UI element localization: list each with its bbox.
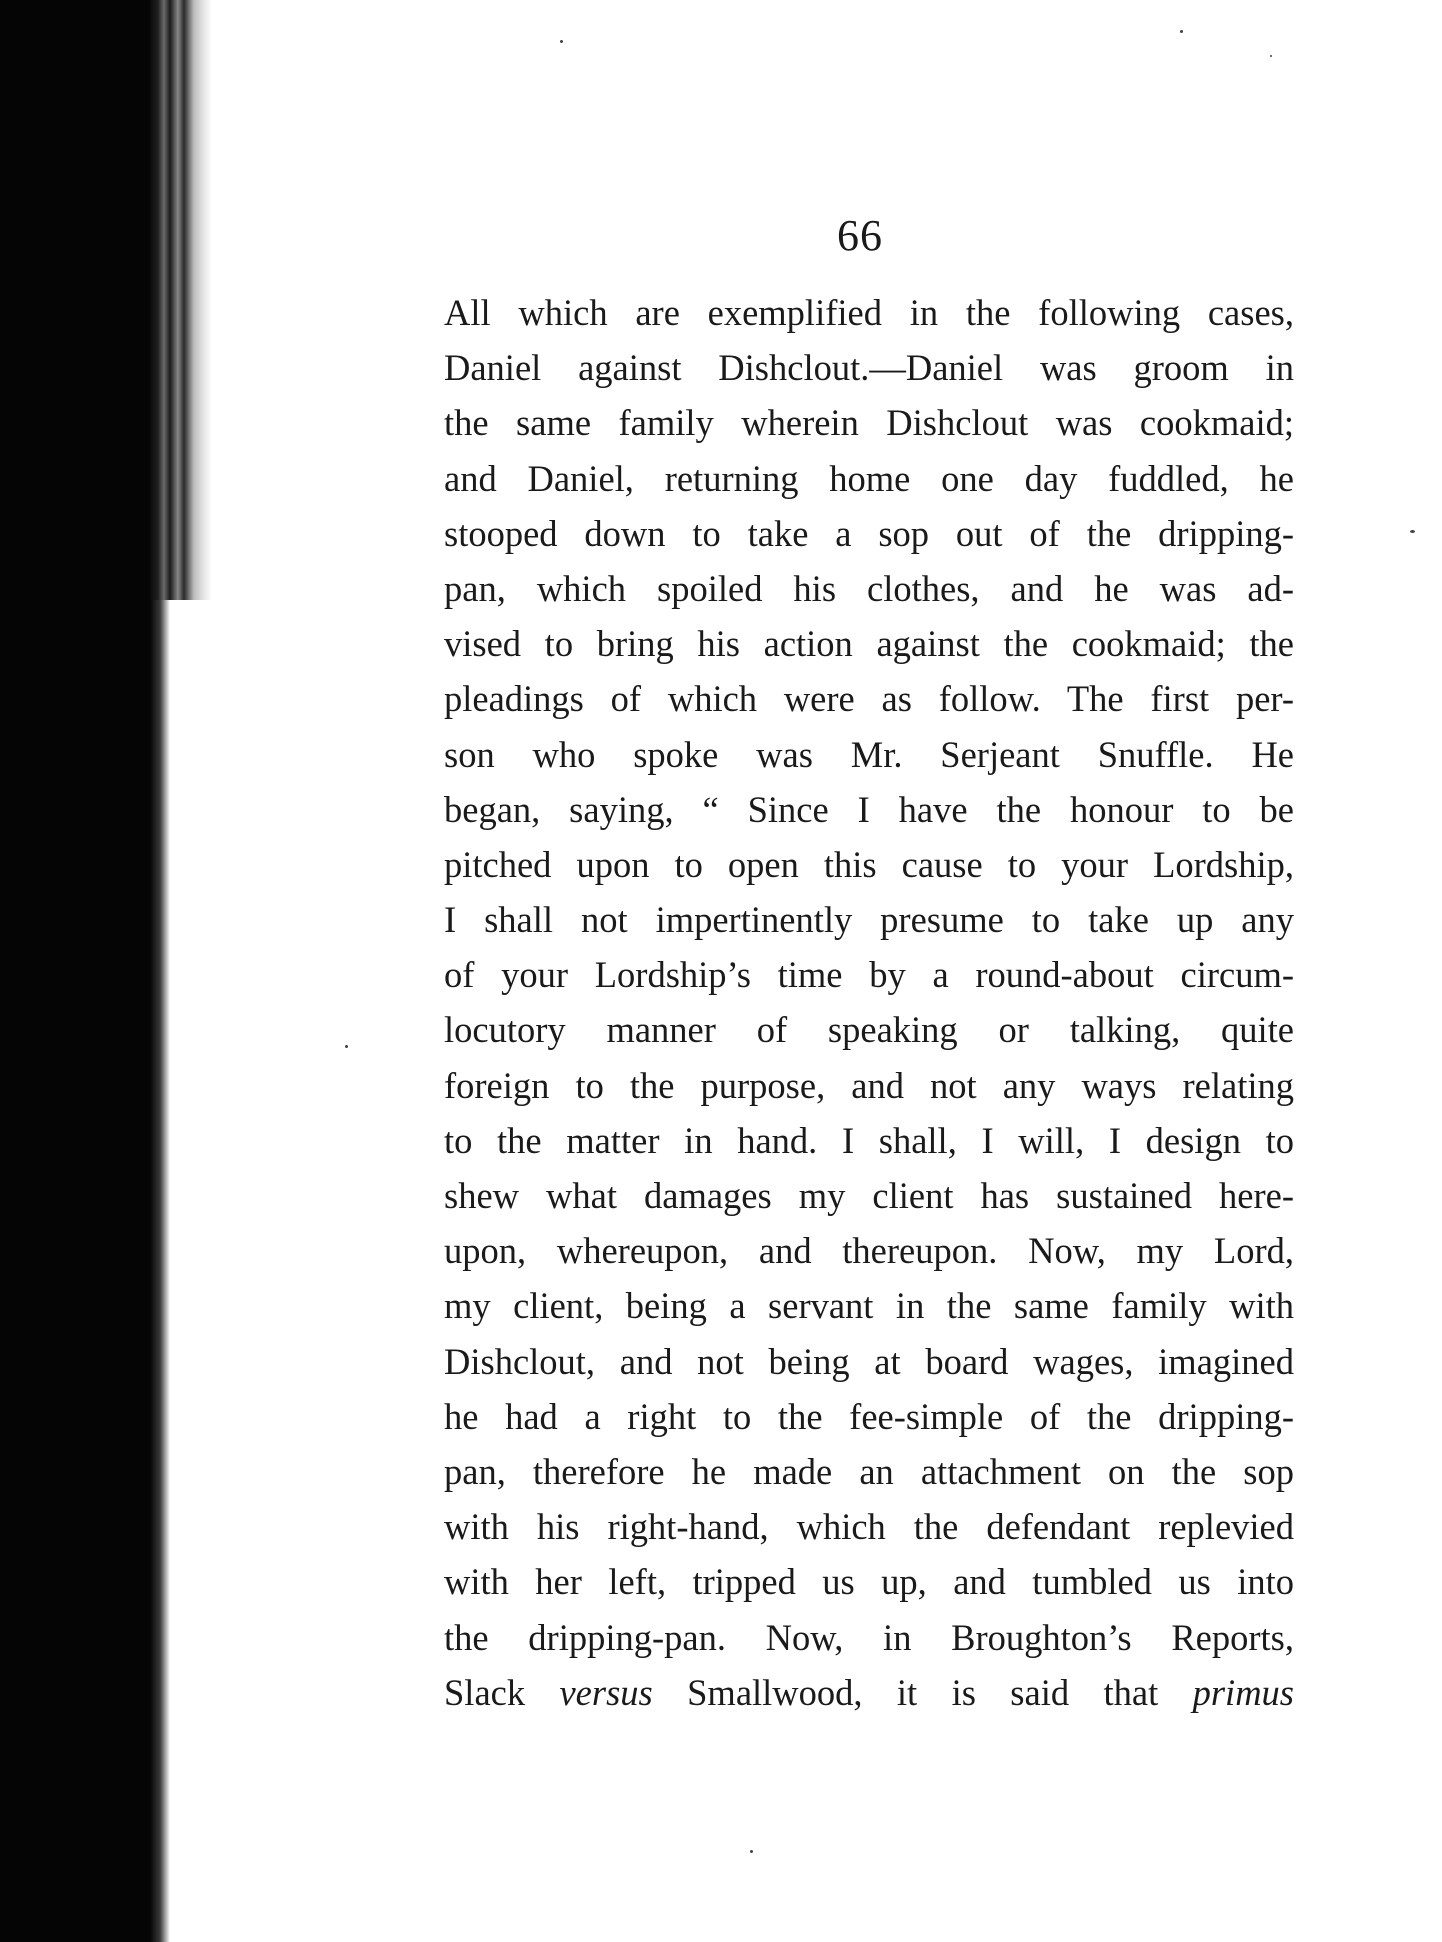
- text-segment: All which are exemplified in the following cases,: [444, 292, 1294, 333]
- text-segment: upon, whereupon, and thereupon. Now, my Lord,: [444, 1230, 1294, 1272]
- page-number: 66: [837, 211, 883, 260]
- text-segment: the same family wherein Dishclout was cookmaid;: [444, 402, 1294, 444]
- text-line: [444, 1278, 1294, 1333]
- text-segment: and Daniel, returning home one day fuddled, he: [444, 457, 1294, 499]
- page-body-text: [444, 285, 1294, 1720]
- text-segment: foreign to the purpose, and not any ways relating: [444, 1064, 1294, 1106]
- italic-text-segment: primus: [1192, 1671, 1295, 1713]
- text-line: [444, 561, 1294, 616]
- paper-speck: [345, 1045, 348, 1048]
- text-segment: son who spoke was Mr. Serjeant Snuffle. He: [444, 733, 1294, 775]
- text-line: [444, 1389, 1294, 1444]
- text-segment: with her left, tripped us up, and tumbled us into: [444, 1561, 1294, 1603]
- paper-speck: [750, 1850, 753, 1853]
- text-line: [444, 1499, 1294, 1554]
- text-line: [444, 451, 1294, 506]
- text-segment: pan, therefore he made an attachment on the sop: [444, 1450, 1294, 1492]
- text-line: [444, 1002, 1294, 1057]
- paper-speck: [1180, 30, 1183, 33]
- book-binding-shadow: [0, 0, 150, 1942]
- text-line: [444, 1665, 1294, 1720]
- text-segment: to the matter in hand. I shall, I will, I design to: [444, 1119, 1294, 1161]
- text-line: [444, 947, 1294, 1002]
- text-segment: Smallwood, it is said that: [652, 1671, 1193, 1713]
- text-line: [444, 1113, 1294, 1168]
- text-line: [444, 1058, 1294, 1113]
- text-line: [444, 837, 1294, 892]
- text-segment: of your Lordship’s time by a round-about circum-: [444, 954, 1294, 996]
- text-segment: pleadings of which were as follow. The first per-: [444, 678, 1294, 720]
- text-segment: I shall not impertinently presume to take up any: [444, 899, 1294, 941]
- text-line: [444, 616, 1294, 671]
- text-segment: began, saying, “ Since I have the honour to be: [444, 788, 1294, 830]
- text-segment: stooped down to take a sop out of the dripping-: [444, 512, 1294, 554]
- text-line: [444, 1554, 1294, 1609]
- book-gutter-gradient: [150, 0, 212, 600]
- text-segment: pan, which spoiled his clothes, and he was ad-: [444, 567, 1294, 609]
- text-line: [444, 892, 1294, 947]
- text-line: [444, 506, 1294, 561]
- text-segment: locutory manner of speaking or talking, quite: [444, 1009, 1294, 1051]
- text-line: [444, 1444, 1294, 1499]
- text-segment: the dripping-pan. Now, in Broughton’s Reports,: [444, 1616, 1294, 1658]
- text-segment: my client, being a servant in the same family with: [444, 1285, 1294, 1327]
- text-segment: Dishclout, and not being at board wages, imagined: [444, 1340, 1294, 1382]
- text-line: [444, 671, 1294, 726]
- paper-speck: [1410, 530, 1415, 533]
- text-line: [444, 1610, 1294, 1665]
- text-line: [444, 395, 1294, 450]
- book-gutter-gradient-lower: [150, 600, 170, 1942]
- italic-text-segment: versus: [559, 1671, 653, 1713]
- text-line: [444, 285, 1294, 340]
- text-line: [444, 1168, 1294, 1223]
- text-line: [444, 727, 1294, 782]
- paper-speck: [1270, 55, 1272, 57]
- text-line: [444, 340, 1294, 395]
- text-line: [444, 1223, 1294, 1278]
- text-segment: vised to bring his action against the cookmaid; the: [444, 623, 1294, 665]
- text-segment: pitched upon to open this cause to your Lordship,: [444, 843, 1294, 885]
- text-line: [444, 782, 1294, 837]
- text-line: [444, 1334, 1294, 1389]
- paper-speck: [560, 40, 563, 43]
- text-segment: shew what damages my client has sustained here-: [444, 1175, 1294, 1216]
- text-segment: with his right-hand, which the defendant replevied: [444, 1506, 1294, 1548]
- text-segment: he had a right to the fee-simple of the dripping-: [444, 1395, 1294, 1437]
- text-segment: Daniel against Dishclout.—Daniel was groom in: [444, 347, 1294, 389]
- text-segment: Slack: [444, 1671, 560, 1713]
